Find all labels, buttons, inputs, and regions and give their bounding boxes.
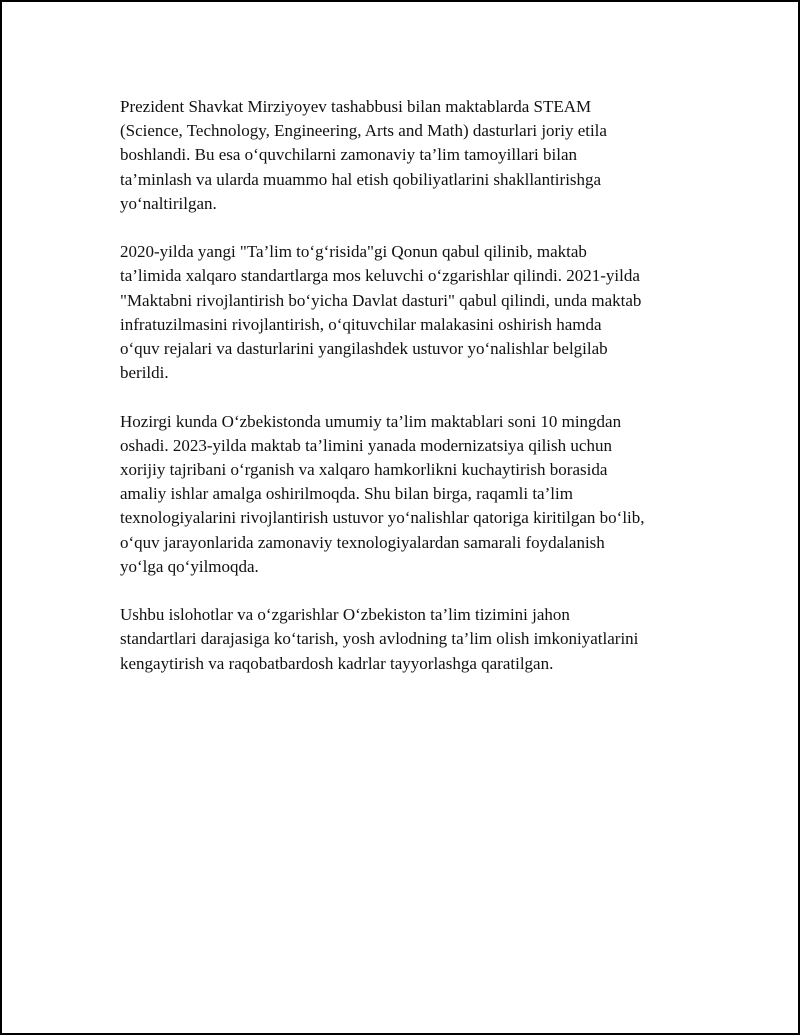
text-line: kengaytirish va raqobatbardosh kadrlar tayyorlashga qaratilgan. — [120, 653, 554, 673]
text-line: (Science, Technology, Engineering, Arts and Math) dasturlari joriy etila — [120, 121, 607, 141]
text-line: infratuzilmasini rivojlantirish, o‘qituvchilar malakasini oshirish hamda — [120, 314, 602, 334]
text-line: berildi. — [120, 363, 169, 383]
text-line: o‘quv jarayonlarida zamonaviy texnologiyalardan samarali foydalanish — [120, 532, 605, 552]
text-line: standartlari darajasiga ko‘tarish, yosh avlodning ta’lim olish imkoniyatlarini — [120, 629, 639, 649]
paragraph-steam — [120, 95, 720, 216]
text-line: 2020-yilda yangi "Ta’lim to‘g‘risida"gi Qonun qabul qilinib, maktab — [120, 242, 587, 262]
text-line: boshlandi. Bu esa o‘quvchilarni zamonaviy ta’lim tamoyillari bilan — [120, 145, 577, 165]
document-body — [120, 95, 720, 700]
text-line: yo‘lga qo‘yilmoqda. — [120, 556, 259, 576]
text-line: ta’limida xalqaro standartlarga mos keluvchi o‘zgarishlar qilindi. 2021-yilda — [120, 266, 640, 286]
text-line: amaliy ishlar amalga oshirilmoqda. Shu bilan birga, raqamli ta’lim — [120, 484, 573, 504]
text-line: Prezident Shavkat Mirziyoyev tashabbusi bilan maktablarda STEAM — [120, 97, 592, 116]
paragraph-conclusion — [120, 603, 720, 676]
text-line: ta’minlash va ularda muammo hal etish qobiliyatlarini shakllantirishga — [120, 169, 602, 189]
text-line: "Maktabni rivojlantirish bo‘yicha Davlat dasturi" qabul qilindi, unda maktab — [120, 290, 642, 310]
paragraph-current-state — [120, 410, 720, 579]
text-line: oshadi. 2023-yilda maktab ta’limini yanada modernizatsiya qilish uchun — [120, 435, 612, 455]
text-line: xorijiy tajribani o‘rganish va xalqaro hamkorlikni kuchaytirish borasida — [120, 460, 608, 480]
text-line: Ushbu islohotlar va o‘zgarishlar O‘zbekiston ta’lim tizimini jahon — [120, 605, 570, 625]
text-line: Hozirgi kunda O‘zbekistonda umumiy ta’lim maktablari soni 10 mingdan — [120, 411, 622, 431]
text-line: texnologiyalarini rivojlantirish ustuvor yo‘nalishlar qatoriga kiritilgan bo‘lib, — [120, 508, 645, 528]
text-line: yo‘naltirilgan. — [120, 193, 217, 213]
paragraph-education-law — [120, 240, 720, 385]
text-line: o‘quv rejalari va dasturlarini yangilashdek ustuvor yo‘nalishlar belgilab — [120, 339, 608, 359]
